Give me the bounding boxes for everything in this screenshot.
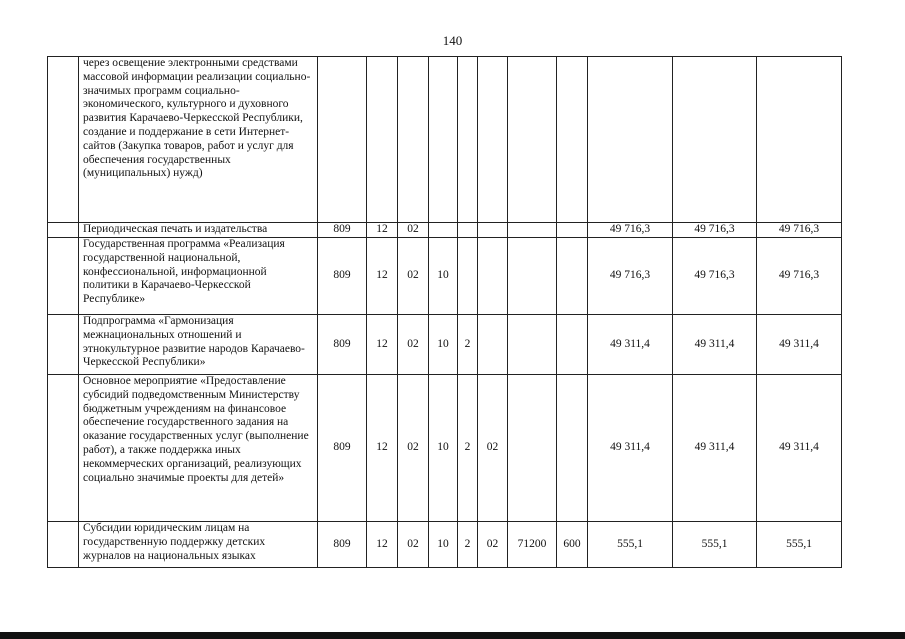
direction-code xyxy=(508,238,557,315)
ved-code: 809 xyxy=(318,238,367,315)
subprogram-code: 2 xyxy=(458,315,478,375)
amount-year-2: 49 716,3 xyxy=(673,223,757,238)
amount-year-3 xyxy=(757,57,842,223)
ved-code: 809 xyxy=(318,375,367,522)
budget-table xyxy=(47,56,842,568)
page-number: 140 xyxy=(442,33,463,48)
subsection-code: 02 xyxy=(398,223,429,238)
expense-type-code xyxy=(557,57,588,223)
expense-type-code xyxy=(557,315,588,375)
amount-year-2: 49 311,4 xyxy=(673,315,757,375)
direction-code xyxy=(508,315,557,375)
row-description: через освещение электронными средствами массовой информации реализации социально-значимых программ социально-экономического, культурного и духовного развития Карачаево-Черкесской Республики, создание и поддержание в сети Интернет-сайтов (Закупка товаров, работ и услуг для обеспечения государственных (муниципальных) нужд) xyxy=(79,57,318,223)
subsection-code: 02 xyxy=(398,315,429,375)
program-code: 10 xyxy=(429,315,458,375)
event-code xyxy=(478,238,508,315)
amount-year-3: 555,1 xyxy=(757,522,842,568)
row-index-cell xyxy=(48,223,79,238)
event-code: 02 xyxy=(478,375,508,522)
expense-type-code xyxy=(557,238,588,315)
row-index-cell xyxy=(48,57,79,223)
amount-year-2 xyxy=(673,57,757,223)
expense-type-code xyxy=(557,375,588,522)
direction-code: 71200 xyxy=(508,522,557,568)
program-code: 10 xyxy=(429,375,458,522)
event-code: 02 xyxy=(478,522,508,568)
section-code: 12 xyxy=(367,238,398,315)
table-row xyxy=(48,522,842,568)
section-code xyxy=(367,57,398,223)
amount-year-2: 49 311,4 xyxy=(673,375,757,522)
amount-year-2: 555,1 xyxy=(673,522,757,568)
amount-year-1: 49 716,3 xyxy=(588,238,673,315)
amount-year-1: 49 716,3 xyxy=(588,223,673,238)
program-code xyxy=(429,223,458,238)
direction-code xyxy=(508,375,557,522)
subsection-code xyxy=(398,57,429,223)
amount-year-3: 49 311,4 xyxy=(757,315,842,375)
table-row xyxy=(48,375,842,522)
subsection-code: 02 xyxy=(398,375,429,522)
row-description: Государственная программа «Реализация государственной национальной, конфессиональной, информационной политики в Карачаево-Черкесской Республике» xyxy=(79,238,318,315)
amount-year-2: 49 716,3 xyxy=(673,238,757,315)
row-description: Субсидии юридическим лицам на государственную поддержку детских журналов на национальных языках xyxy=(79,522,318,568)
table-body xyxy=(48,57,842,568)
row-index-cell xyxy=(48,315,79,375)
section-code: 12 xyxy=(367,522,398,568)
row-index-cell xyxy=(48,522,79,568)
program-code: 10 xyxy=(429,238,458,315)
program-code: 10 xyxy=(429,522,458,568)
ved-code xyxy=(318,57,367,223)
direction-code xyxy=(508,223,557,238)
amount-year-3: 49 311,4 xyxy=(757,375,842,522)
row-description: Подпрограмма «Гармонизация межнациональных отношений и этнокультурное развитие народов Карачаево-Черкесской Республики» xyxy=(79,315,318,375)
section-code: 12 xyxy=(367,375,398,522)
row-description: Периодическая печать и издательства xyxy=(79,223,318,238)
section-code: 12 xyxy=(367,315,398,375)
event-code xyxy=(478,57,508,223)
row-description: Основное мероприятие «Предоставление субсидий подведомственным Министерству бюджетным учреждениям на финансовое обеспечение государственного задания на оказание государственных услуг (выполнение работ), а также поддержка иных некоммерческих организаций, реализующих социально значимые проекты для детей» xyxy=(79,375,318,522)
ved-code: 809 xyxy=(318,522,367,568)
program-code xyxy=(429,57,458,223)
subsection-code: 02 xyxy=(398,238,429,315)
expense-type-code xyxy=(557,223,588,238)
row-index-cell xyxy=(48,238,79,315)
amount-year-1: 49 311,4 xyxy=(588,375,673,522)
expense-type-code: 600 xyxy=(557,522,588,568)
amount-year-3: 49 716,3 xyxy=(757,223,842,238)
event-code xyxy=(478,315,508,375)
amount-year-3: 49 716,3 xyxy=(757,238,842,315)
direction-code xyxy=(508,57,557,223)
event-code xyxy=(478,223,508,238)
ved-code: 809 xyxy=(318,315,367,375)
ved-code: 809 xyxy=(318,223,367,238)
subprogram-code xyxy=(458,238,478,315)
subsection-code: 02 xyxy=(398,522,429,568)
subprogram-code xyxy=(458,57,478,223)
row-index-cell xyxy=(48,375,79,522)
subprogram-code: 2 xyxy=(458,522,478,568)
section-code: 12 xyxy=(367,223,398,238)
subprogram-code: 2 xyxy=(458,375,478,522)
table-row xyxy=(48,315,842,375)
table-row xyxy=(48,57,842,223)
amount-year-1: 49 311,4 xyxy=(588,315,673,375)
table-row xyxy=(48,223,842,238)
subprogram-code xyxy=(458,223,478,238)
scan-bottom-edge xyxy=(0,632,905,639)
amount-year-1 xyxy=(588,57,673,223)
table-row xyxy=(48,238,842,315)
amount-year-1: 555,1 xyxy=(588,522,673,568)
